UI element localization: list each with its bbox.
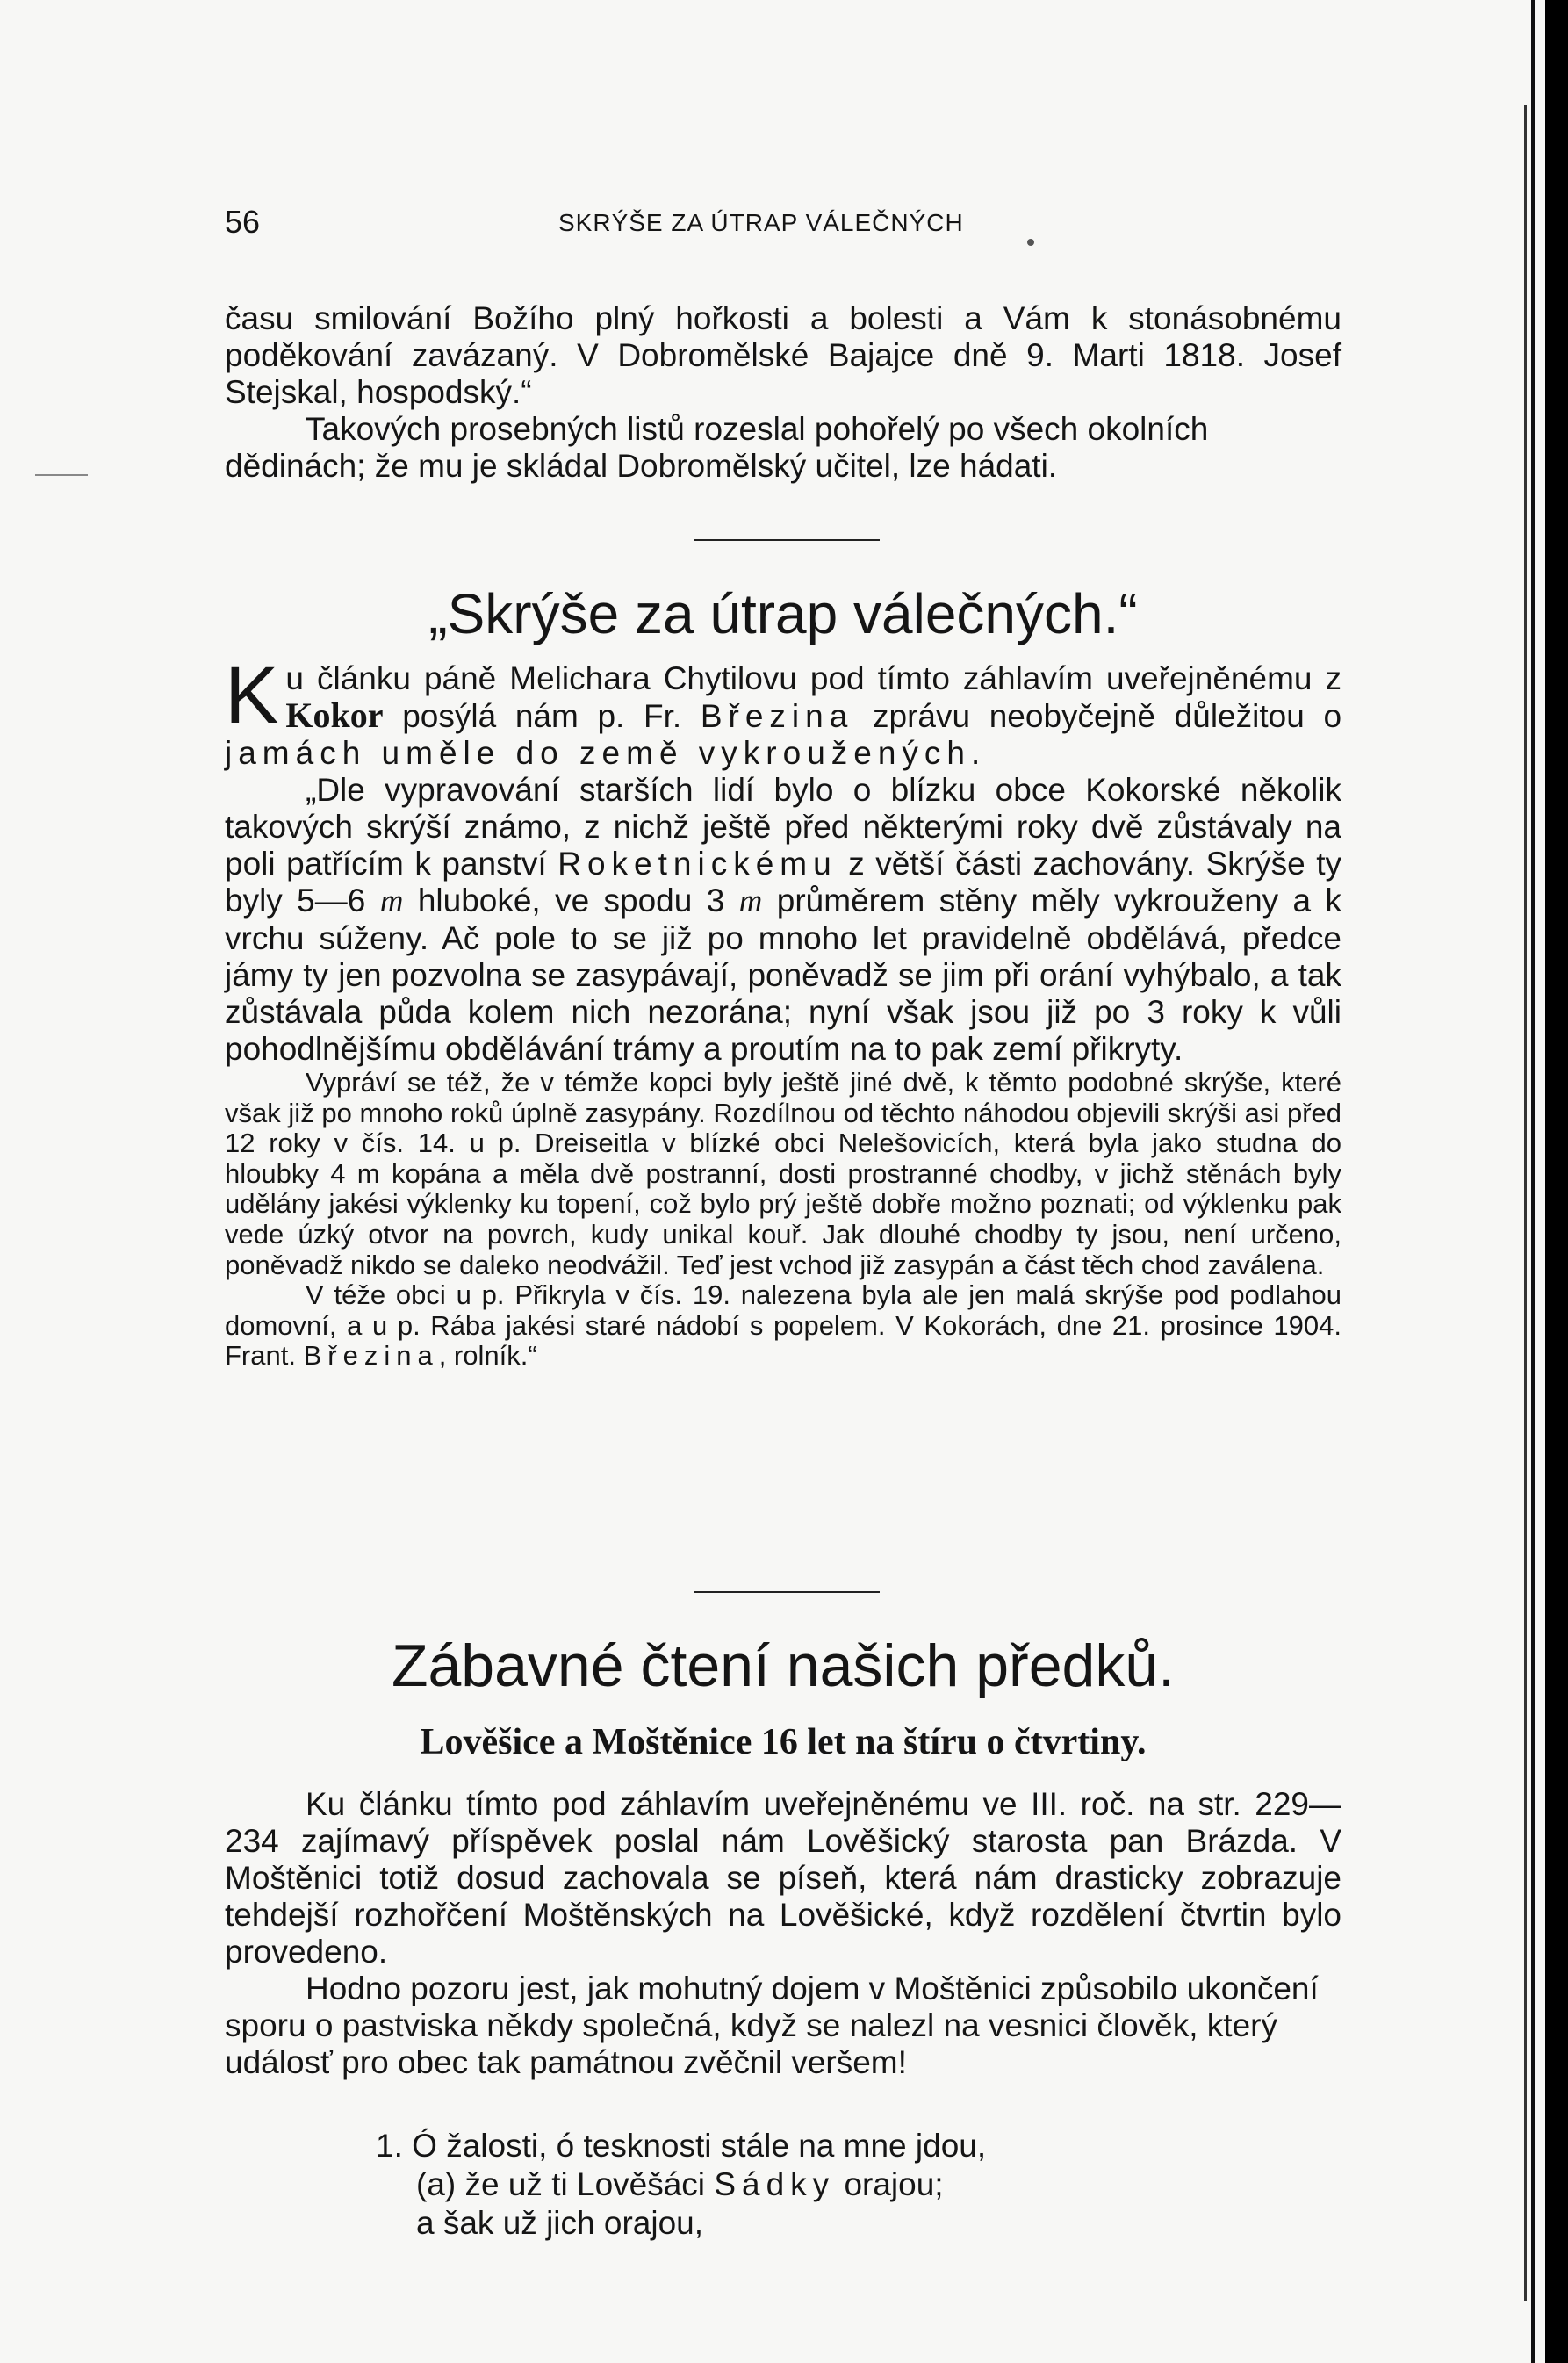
intro-paragraph-1: času smilování Božího plný hořkosti a bolesti a Vám k stonásobnému poděkování zavázaný. V Dobromělské Bajajce dně 9. Marti 1818. Josef Stejskal, hospodský.“ [225, 300, 1341, 410]
page-edge-shadow [1524, 105, 1527, 2301]
scan-border [1545, 0, 1568, 2363]
place-kokor: Kokor [285, 695, 384, 735]
lead-paragraph: Ku článku páně Melichara Chytilovu pod tímto záhlavím uveřejněnému z Kokor posýlá nám p. Fr. Březina zprávu neobyčejně důležitou o jamách uměle do země vykroužených. [225, 651, 1342, 771]
section-divider-2 [694, 1591, 880, 1593]
emphasis-jamach: jamách uměle do země vykroužených. [225, 735, 987, 771]
article-skryse [225, 651, 1342, 1372]
verse-line-2: (a) že už ti Lověšáci Sádky orajou; [416, 2166, 944, 2202]
section-title-skryse: „Skrýše za útrap válečných.“ [428, 582, 1138, 645]
section-title-zabavne: Zábavné čtení našich předků. [391, 1632, 1176, 1699]
verse-line-1: 1. Ó žalosti, ó tesknosti stále na mne jdou, [376, 2128, 987, 2164]
name-brezina: Březina [700, 698, 854, 734]
verse-line-3: a šak už jich orajou, [416, 2205, 704, 2241]
lovesice-paragraph-2: Hodno pozoru jest, jak mohutný dojem v Moštěnici způsobilo ukončení sporu o pastviska někdy společná, když se nalezl na vesnici člověk, který událosť pro obec tak památnou zvěčnil veršem! [225, 1970, 1319, 2080]
emphasis-roketnickemu: Roketnickému [557, 846, 838, 882]
section-divider [694, 539, 880, 541]
page-number: 56 [225, 204, 261, 240]
lovesice-paragraph-1: Ku článku tímto pod záhlavím uveřejněnému ve III. roč. na str. 229—234 zajímavý příspěvek poslal nám Lověšický starosta pan Brázda. V Moštěnici totiž dosud zachovala se píseň, která nám drasticky zobrazuje tehdejší rozhořčení Moštěnských na Lověšické, když rozdělení čtvrtin bylo provedeno. [225, 1786, 1341, 1970]
body-paragraph: „Dle vypravování starších lidí bylo o blízku obce Kokorské několik takových skrýší známo, z nichž ještě před některými roky dvě zůstávaly na poli patřícím k panství Roketnickému z větší části zachovány. Skrýše ty byly 5—6 m hluboké, ve spodu 3 m průměrem stěny měly vykrouženy a k vrchu súženy. Ač pole to se již po mnoho let pravidelně obdělává, předce jámy ty jen pozvolna se zasypávají, poněvadž se jim při orání vyhýbalo, a tak zůstávala půda kolem nich nezorána; nyní však jsou již po 3 roky k vůli pohodlnějšímu obdělávání trámy a proutím na to pak zemí přikryty. [225, 772, 1342, 1067]
intro-text [225, 300, 1341, 485]
page-edge [1531, 0, 1535, 2363]
article-lovesice [225, 1786, 1341, 2081]
intro-paragraph-2: Takových prosebných listů rozeslal pohořelý po všech okolních dědinách; že mu je skládal Dobromělský učitel, lze hádati. [225, 411, 1209, 484]
page-header [225, 204, 1349, 239]
running-head: SKRÝŠE ZA ÚTRAP VÁLEČNÝCH [558, 209, 964, 236]
emphasis-sadky: Sádky [714, 2166, 836, 2202]
section-subtitle: Lověšice a Moštěnice 16 let na štíru o čtvrtiny. [420, 1722, 1147, 1762]
drop-cap: K [225, 651, 279, 740]
signature-brezina: Březina [303, 1340, 439, 1372]
song-verse [376, 2127, 1341, 2243]
speck [1027, 239, 1034, 246]
small-paragraph-1: Vypráví se též, že v témže kopci byly ještě jiné dvě, k těmto podobné skrýše, které však již po mnoho roků úplně zasypány. Rozdílnou od těchto náhodou objevili skrýši asi před 12 roky v čís. 14. u p. Dreiseitla v blízké obci Nelešovicích, která byla jako studna do hloubky 4 m kopána a měla dvě postranní, dosti prostranné chodby, v jichž stěnách byly udělány jakési výklenky ku topení, což bylo prý ještě dobře možno poznati; od výklenku pak vede úzký otvor na povrch, kudy unikal kouř. Jak dlouhé chodby ty jsou, není určeno, poněvadž nikdo se daleko neodvážil. Teď jest vchod již zasypán a část těch chod zaválena. [225, 1067, 1341, 1280]
margin-mark [35, 474, 88, 476]
small-paragraph-2: V téže obci u p. Přikryla v čís. 19. nalezena byla ale jen malá skrýše pod podlahou domovní, a u p. Rába jakési staré nádobí s popelem. V Kokorách, dne 21. prosince 1904. Frant. Březina, rolník.“ [225, 1279, 1341, 1372]
